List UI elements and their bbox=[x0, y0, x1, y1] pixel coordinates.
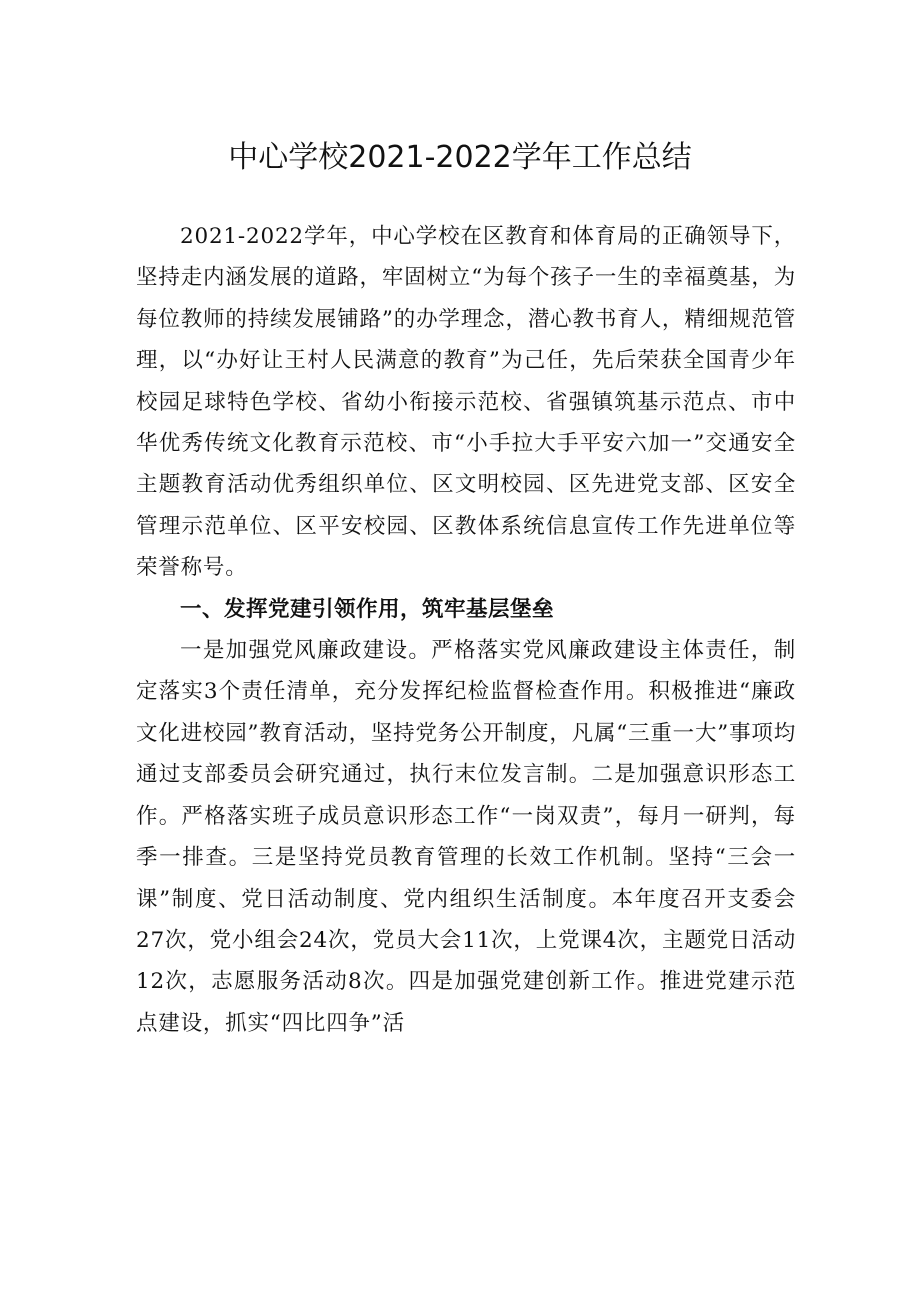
section-heading: 一、发挥党建引领作用，筑牢基层堡垒 bbox=[180, 596, 555, 622]
section-paragraph: 一是加强党风廉政建设。严格落实党风廉政建设主体责任，制定落实3个责任清单，充分发挥纪检监督检查作用。积极推进“廉政文化进校园”教育活动，坚持党务公开制度，凡属“三重一大”事项均通过支部委员会研究通过，执行末位发言制。二是加强意识形态工作。严格落实班子成员意识形态工作“一岗双责”，每月一研判，每季一排查。三是坚持党员教育管理的长效工作机制。坚持“三会一课”制度、党日活动制度、党内组织生活制度。本年度召开支委会27次，党小组会24次，党员大会11次，上党课4次，主题党日活动12次，志愿服务活动8次。四是加强党建创新工作。推进党建示范点建设，抓实“四比四争”活 bbox=[136, 638, 796, 1036]
intro-paragraph: 2021-2022学年，中心学校在区教育和体育局的正确领导下，坚持走内涵发展的道路，牢固树立“为每个孩子一生的幸福奠基，为每位教师的持续发展铺路”的办学理念，潜心教书育人，精细规范管理，以“办好让王村人民满意的教育”为己任，先后荣获全国青少年校园足球特色学校、省幼小衔接示范校、省强镇筑基示范点、市中华优秀传统文化教育示范校、市“小手拉大手平安六加一”交通安全主题教育活动优秀组织单位、区文明校园、区先进党支部、区安全管理示范单位、区平安校园、区教体系统信息宣传工作先进单位等荣誉称号。 bbox=[136, 224, 796, 581]
document-title: 中心学校2021-2022学年工作总结 bbox=[228, 140, 692, 175]
document-body bbox=[136, 216, 796, 1044]
